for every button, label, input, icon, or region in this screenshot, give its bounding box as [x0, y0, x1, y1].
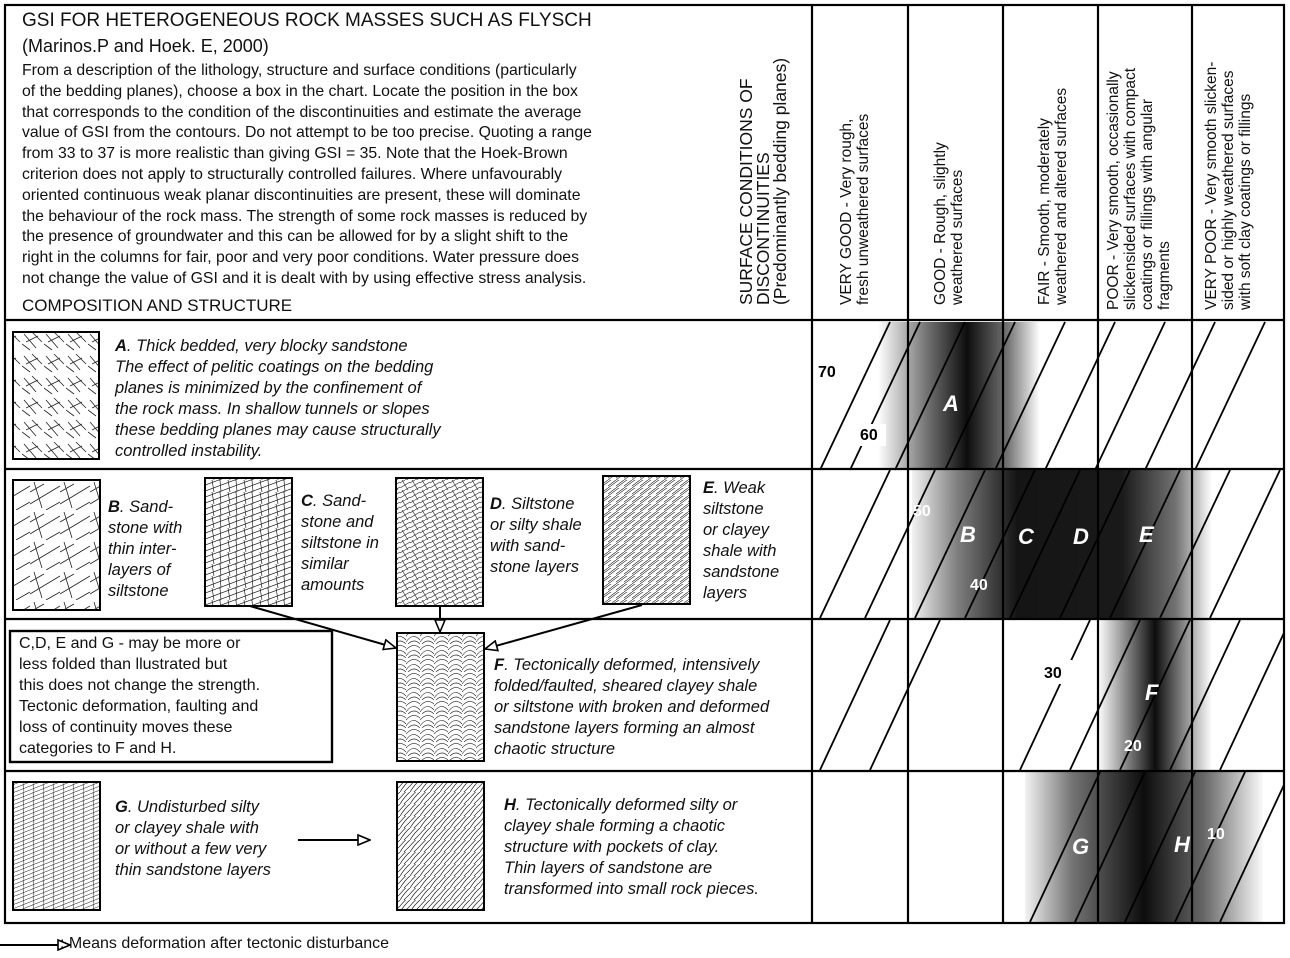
desc-line: siltstone in	[301, 534, 379, 552]
row-letter: F	[494, 656, 505, 674]
row-e-description	[703, 478, 779, 604]
intro-line: value of GSI from the contours. Do not attempt to be too precise. Quoting a range	[22, 124, 592, 142]
intro-line: that corresponds to the condition of the discontinuities and estimate the average	[22, 103, 582, 121]
desc-line: similar	[301, 555, 349, 573]
desc-line: or clayey	[703, 521, 770, 539]
desc-line: or silty shale	[490, 516, 582, 534]
sketch-d	[396, 478, 483, 606]
desc-line: or without a few very	[115, 840, 267, 858]
sketch-f	[397, 633, 484, 761]
note-line: this does not change the strength.	[19, 677, 261, 694]
desc-line: planes is minimized by the confinement of	[115, 379, 422, 397]
sketch-g	[13, 782, 100, 910]
column-header-line: fragments	[1156, 241, 1173, 310]
surface-conditions-header	[738, 58, 789, 305]
note-line: C,D, E and G - may be more or	[19, 635, 241, 652]
row-h-description	[504, 795, 759, 900]
desc-line: transformed into small rock pieces.	[504, 880, 759, 898]
desc-line: clayey shale forming a chaotic	[504, 817, 726, 835]
chart-citation: (Marinos.P and Hoek. E, 2000)	[22, 36, 269, 56]
intro-line: of the bedding planes), choose a box in the chart. Locate the position in the box	[22, 82, 578, 100]
desc-line: . Weak	[714, 479, 766, 497]
desc-line: controlled instability.	[115, 442, 263, 460]
desc-line: . Siltstone	[501, 495, 575, 513]
column-header-line: VERY GOOD - Very rough,	[838, 118, 855, 305]
column-header-line: weathered surfaces	[949, 169, 966, 305]
zone-letter-a: A	[943, 391, 959, 416]
column-header-line: FAIR - Smooth, moderately	[1036, 118, 1053, 305]
intro-line: right in the columns for fair, poor and very poor conditions. Water pressure does	[22, 249, 579, 267]
contour-label-20: 20	[1124, 738, 1142, 755]
column-header-line: fresh unweathered surfaces	[855, 113, 872, 305]
desc-line: thin inter-	[108, 540, 177, 558]
column-header-line: coatings or fillings with angular	[1139, 98, 1156, 310]
row-letter: D	[490, 495, 502, 513]
row-d-description	[490, 494, 582, 578]
column-header-line: GOOD - Rough, slightly	[932, 142, 949, 305]
intro-line: the presence of groundwater and this can be allowed for by a slight shift to the	[22, 228, 569, 246]
intro-line: From a description of the lithology, structure and surface conditions (particularly	[22, 62, 577, 79]
intro-line: from 33 to 37 is more realistic than giving GSI = 35. Note that the Hoek-Brown	[22, 145, 568, 163]
desc-line: Thin layers of sandstone are	[504, 859, 713, 877]
row-letter: E	[703, 479, 715, 497]
desc-line: these bedding planes may cause structurally	[115, 421, 441, 439]
desc-line: siltstone	[703, 500, 764, 518]
intro-line: criterion does not apply to structurally controlled failures. Where unfavourably	[22, 165, 562, 183]
surface-header-line: (Predominantly bedding planes)	[770, 57, 790, 305]
folding-note	[19, 633, 260, 759]
desc-line: siltstone	[108, 582, 169, 600]
intro-line: not change the value of GSI and it is dealt with by using effective stress analysis.	[22, 269, 587, 287]
desc-line: . Tectonically deformed, intensively	[504, 656, 760, 674]
desc-line: . Thick bedded, very blocky sandstone	[126, 337, 408, 355]
contour-label-60: 60	[860, 427, 878, 444]
zone-be-shade	[912, 470, 1212, 618]
desc-line: The effect of pelitic coatings on the bedding	[115, 358, 434, 376]
column-header-very-poor	[1203, 62, 1254, 310]
contour-label-70: 70	[818, 364, 836, 381]
note-line: Tectonic deformation, faulting and	[19, 698, 259, 715]
surface-header-line: SURFACE CONDITIONS OF	[736, 78, 756, 305]
desc-line: sandstone layers forming an almost	[494, 719, 755, 737]
desc-line: chaotic structure	[494, 740, 616, 758]
zone-letter-f: F	[1145, 680, 1159, 705]
arrow-legend: : Means deformation after tectonic disturbance	[60, 935, 390, 952]
chart-title: GSI FOR HETEROGENEOUS ROCK MASSES SUCH AS FLYSCH	[22, 10, 592, 31]
column-header-very-good	[838, 114, 872, 305]
desc-line: layers of	[108, 561, 171, 579]
sketch-b	[13, 480, 100, 610]
row-g-description	[115, 797, 271, 881]
row-letter: A	[115, 337, 127, 355]
row-letter: G	[115, 798, 128, 816]
row-letter: C	[301, 492, 313, 510]
row-a-description	[115, 336, 441, 462]
desc-line: stone and	[301, 513, 374, 531]
row-c-description	[301, 491, 379, 596]
note-line: categories to F and H.	[19, 740, 177, 757]
desc-line: . Sand-	[119, 498, 174, 516]
desc-line: or clayey shale with	[115, 819, 259, 837]
note-line: loss of continuity moves these	[19, 719, 233, 736]
desc-line: amounts	[301, 576, 365, 594]
shaded-zones	[878, 322, 1263, 922]
desc-line: the rock mass. In shallow tunnels or slopes	[115, 400, 430, 418]
desc-line: folded/faulted, sheared clayey shale	[494, 677, 758, 695]
zone-letter-h: H	[1174, 832, 1190, 857]
column-header-fair	[1036, 88, 1070, 305]
desc-line: stone with	[108, 519, 183, 537]
desc-line: stone layers	[490, 558, 579, 576]
desc-line: or siltstone with broken and deformed	[494, 698, 770, 716]
row-f-description	[494, 655, 769, 760]
zone-letter-d: D	[1073, 524, 1089, 549]
zone-letter-b: B	[960, 522, 976, 547]
column-header-line: sided or highly weathered surfaces	[1220, 70, 1237, 310]
desc-line: shale with	[703, 542, 777, 560]
intro-line: oriented continuous weak planar discontinuities are present, these will dominate	[22, 186, 581, 204]
column-header-poor	[1105, 68, 1173, 310]
column-header-line: slickensided surfaces with compact	[1122, 67, 1139, 310]
sketch-a	[13, 332, 99, 459]
desc-line: layers	[703, 584, 748, 602]
contour-label-10: 10	[1207, 826, 1225, 843]
zone-letter-g: G	[1072, 834, 1090, 859]
surface-header-line: DISCONTINUITIES	[753, 152, 773, 305]
sketch-e	[603, 476, 690, 604]
column-header-line: POOR - Very smooth, occasionally	[1105, 71, 1122, 310]
desc-line: structure with pockets of clay.	[504, 838, 720, 856]
row-letter: B	[108, 498, 120, 516]
desc-line: sandstone	[703, 563, 780, 581]
desc-line: . Sand-	[312, 492, 367, 510]
row-letter: H	[504, 796, 516, 814]
sketch-h	[397, 782, 484, 910]
row-b-description	[108, 497, 182, 602]
contour-label-40: 40	[970, 577, 988, 594]
zone-gh-shade	[1025, 772, 1263, 922]
composition-label: COMPOSITION AND STRUCTURE	[22, 296, 293, 315]
intro-line: the behaviour of the rock mass. The strength of some rock masses is reduced by	[22, 207, 588, 225]
column-header-line: VERY POOR - Very smooth slicken-	[1203, 61, 1220, 310]
sketch-c	[205, 478, 292, 606]
contour-label-30: 30	[1044, 665, 1062, 682]
desc-line: . Undisturbed silty	[127, 798, 259, 816]
column-header-line: weathered and altered surfaces	[1053, 87, 1070, 305]
contour-label-50: 50	[913, 503, 931, 520]
column-header-good	[932, 142, 966, 305]
note-line: less folded than llustrated but	[19, 656, 228, 673]
zone-a-shade	[878, 322, 1040, 468]
desc-line: with sand-	[490, 537, 566, 555]
column-header-line: with soft clay coatings or fillings	[1237, 93, 1254, 310]
desc-line: thin sandstone layers	[115, 861, 271, 879]
zone-letter-e: E	[1139, 522, 1154, 547]
intro-text	[22, 61, 702, 290]
desc-line: . Tectonically deformed silty or	[515, 796, 738, 814]
zone-letter-c: C	[1018, 524, 1034, 549]
